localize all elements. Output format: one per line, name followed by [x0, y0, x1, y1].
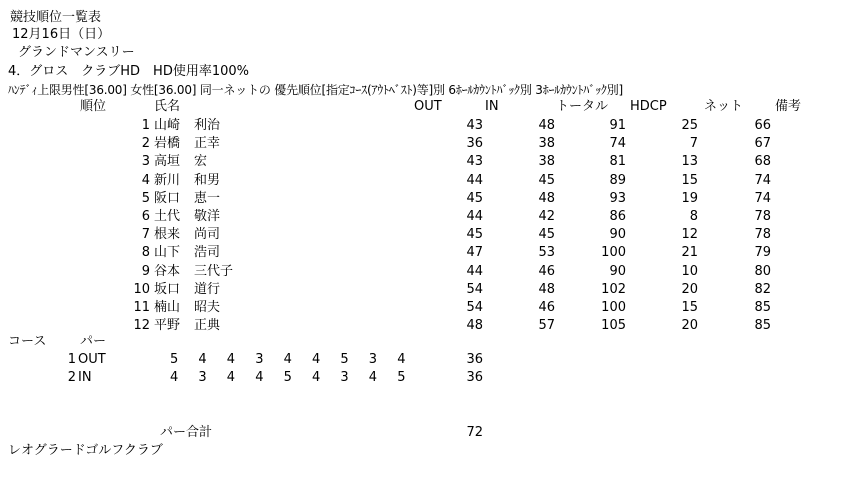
hole-par: 5 — [397, 370, 406, 385]
out-score-cell: 44 — [466, 263, 483, 279]
out-score-cell: 44 — [466, 172, 483, 188]
net-score-cell: 78 — [754, 227, 771, 243]
rank-cell: 8 — [141, 245, 150, 261]
out-score-cell: 43 — [466, 154, 483, 170]
total-score-cell: 102 — [601, 281, 626, 297]
hdcp-cell: 15 — [681, 172, 698, 188]
out-score-cell: 45 — [466, 227, 483, 243]
hole-par: 4 — [255, 370, 264, 385]
total-score-cell: 90 — [609, 263, 626, 279]
in-score-cell: 53 — [538, 245, 555, 261]
hole-par: 4 — [283, 352, 292, 367]
in-score-cell: 48 — [538, 118, 555, 133]
in-score-cell: 48 — [538, 281, 555, 297]
in-score-cell: 46 — [538, 263, 555, 279]
handicap-rule: ﾊﾝﾃﾞｨ上限男性[36.00] 女性[36.00] 同一ネットの 優先順位[指定ｺｰｽ(ｱｳﾄﾍﾞｽﾄ)等]別 6ﾎｰﾙｶｳﾝﾄﾊﾞｯｸ別 3ﾎｰﾙｶｳﾝﾄﾊﾞｯｸ別] — [8, 83, 623, 97]
in-score-cell: 48 — [538, 190, 555, 206]
hdcp-cell: 21 — [681, 245, 698, 261]
first-name-cell: 道行 — [194, 281, 221, 297]
last-name-cell: 根来 — [154, 227, 181, 243]
hdcp-cell: 13 — [681, 154, 698, 170]
first-name-cell: 正幸 — [194, 136, 221, 152]
course-par-total: 36 — [466, 352, 483, 367]
in-score-cell: 45 — [538, 227, 555, 243]
hdcp-cell: 12 — [681, 227, 698, 243]
first-name-cell: 和男 — [194, 172, 221, 188]
total-score-cell: 74 — [609, 136, 626, 152]
net-score-cell: 74 — [754, 190, 771, 206]
first-name-cell: 浩司 — [194, 245, 221, 261]
last-name-cell: 谷本 — [154, 263, 181, 279]
last-name-cell: 新川 — [154, 172, 181, 188]
total-score-cell: 93 — [609, 190, 626, 206]
out-score-cell: 47 — [466, 245, 483, 261]
rank-cell: 4 — [141, 172, 150, 188]
first-name-cell: 尚司 — [194, 227, 221, 243]
net-score-cell: 78 — [754, 209, 771, 224]
hdcp-cell: 20 — [681, 281, 698, 297]
par-label: パー — [80, 334, 107, 349]
first-name-cell: 敬洋 — [194, 209, 221, 224]
result-row — [0, 191, 859, 209]
competition-name: グランドマンスリー — [18, 45, 135, 60]
net-score-cell: 85 — [754, 300, 771, 315]
hole-par: 4 — [226, 352, 236, 367]
last-name-cell: 平野 — [154, 318, 181, 334]
total-score-cell: 105 — [601, 318, 626, 334]
first-name-cell: 三代子 — [194, 263, 234, 279]
last-name-cell: 阪口 — [154, 190, 181, 206]
in-score-cell: 38 — [538, 154, 555, 170]
result-row — [0, 245, 859, 263]
hdcp-cell: 10 — [681, 263, 698, 279]
rank-cell: 11 — [133, 300, 150, 315]
hdcp-cell: 25 — [681, 118, 698, 133]
course-par-total: 36 — [466, 370, 483, 385]
net-score-cell: 67 — [754, 136, 771, 152]
course-name: OUT — [78, 352, 106, 367]
rank-cell: 12 — [133, 318, 150, 334]
net-score-cell: 79 — [754, 245, 771, 261]
course-name: IN — [78, 370, 92, 385]
last-name-cell: 山下 — [154, 245, 181, 261]
result-row — [0, 154, 859, 172]
hole-par: 5 — [170, 352, 179, 367]
rank-cell: 5 — [141, 190, 150, 206]
first-name-cell: 利治 — [194, 118, 221, 133]
in-score-cell: 45 — [538, 172, 555, 188]
net-score-cell: 66 — [754, 118, 771, 133]
net-score-cell: 80 — [754, 263, 771, 279]
total-score-cell: 86 — [609, 209, 626, 224]
out-score-cell: 45 — [466, 190, 483, 206]
first-name-cell: 昭夫 — [194, 300, 221, 315]
course-number: 2 — [67, 370, 76, 385]
total-score-cell: 89 — [609, 172, 626, 188]
hole-par: 4 — [226, 370, 236, 385]
hdcp-cell: 19 — [681, 190, 698, 206]
out-score-cell: 54 — [466, 300, 483, 315]
par-total-value: 72 — [466, 425, 483, 440]
result-row — [0, 173, 859, 191]
hole-par: 4 — [368, 370, 378, 385]
report-title: 競技順位一覧表 — [10, 10, 102, 25]
hole-par: 5 — [283, 370, 292, 385]
total-score-cell: 100 — [601, 300, 626, 315]
last-name-cell: 高垣 — [154, 154, 181, 170]
column-net: ネット — [704, 99, 744, 114]
hole-par: 4 — [170, 370, 179, 385]
result-row — [0, 227, 859, 245]
rank-cell: 2 — [141, 136, 150, 152]
last-name-cell: 坂口 — [154, 281, 181, 297]
club-name: レオグラードゴルフクラブ — [8, 443, 163, 458]
rank-cell: 9 — [141, 263, 150, 279]
column-rank: 順位 — [80, 99, 107, 114]
net-score-cell: 85 — [754, 318, 771, 334]
hole-par: 5 — [340, 352, 349, 367]
result-row — [0, 318, 859, 336]
column-in: IN — [485, 99, 499, 114]
par-total-label: パー合計 — [160, 425, 213, 440]
result-row — [0, 300, 859, 318]
hdcp-cell: 8 — [689, 209, 698, 224]
in-score-cell: 46 — [538, 300, 555, 315]
hole-par: 4 — [312, 352, 321, 367]
hole-par: 4 — [312, 370, 321, 385]
net-score-cell: 68 — [754, 154, 771, 170]
column-out: OUT — [414, 99, 442, 114]
hole-par: 4 — [397, 352, 406, 367]
total-score-cell: 91 — [609, 118, 626, 133]
net-score-cell: 74 — [754, 172, 771, 188]
column-header-row — [0, 99, 859, 117]
column-notes: 備考 — [775, 99, 802, 114]
rank-cell: 10 — [133, 281, 150, 297]
hdcp-cell: 15 — [681, 300, 698, 315]
hdcp-cell: 7 — [689, 136, 698, 152]
out-score-cell: 44 — [466, 209, 483, 224]
total-score-cell: 81 — [609, 154, 626, 170]
total-score-cell: 100 — [601, 245, 626, 261]
result-row — [0, 136, 859, 154]
hole-par: 3 — [198, 370, 207, 385]
scoring-format: 4．グロス クラブHD HD使用率100% — [8, 64, 250, 79]
hdcp-cell: 20 — [681, 318, 698, 334]
rank-cell: 7 — [141, 227, 150, 243]
last-name-cell: 土代 — [154, 209, 181, 224]
in-score-cell: 57 — [538, 318, 555, 334]
first-name-cell: 宏 — [194, 154, 208, 170]
event-date: 12月16日（日） — [12, 27, 111, 42]
result-row — [0, 209, 859, 227]
out-score-cell: 48 — [466, 318, 483, 334]
column-total: トータル — [556, 99, 609, 114]
result-row — [0, 118, 859, 136]
last-name-cell: 山崎 — [154, 118, 181, 133]
result-row — [0, 264, 859, 282]
first-name-cell: 恵一 — [194, 190, 221, 206]
course-number: 1 — [67, 352, 76, 367]
rank-cell: 6 — [141, 209, 150, 224]
hole-par: 3 — [340, 370, 349, 385]
rank-cell: 1 — [141, 118, 150, 133]
par-row — [0, 370, 859, 388]
course-label: コース — [8, 334, 47, 349]
column-hdcp: HDCP — [630, 99, 667, 114]
first-name-cell: 正典 — [194, 318, 221, 334]
net-score-cell: 82 — [754, 281, 771, 297]
par-row — [0, 352, 859, 370]
hole-par: 4 — [198, 352, 207, 367]
column-name: 氏名 — [154, 99, 181, 114]
last-name-cell: 楠山 — [154, 300, 181, 315]
in-score-cell: 42 — [538, 209, 555, 224]
out-score-cell: 36 — [466, 136, 483, 152]
rank-cell: 3 — [141, 154, 150, 170]
last-name-cell: 岩橋 — [154, 136, 181, 152]
in-score-cell: 38 — [538, 136, 555, 152]
out-score-cell: 43 — [466, 118, 483, 133]
hole-par: 3 — [255, 352, 264, 367]
result-row — [0, 282, 859, 300]
total-score-cell: 90 — [609, 227, 626, 243]
out-score-cell: 54 — [466, 281, 483, 297]
hole-par: 3 — [368, 352, 378, 367]
